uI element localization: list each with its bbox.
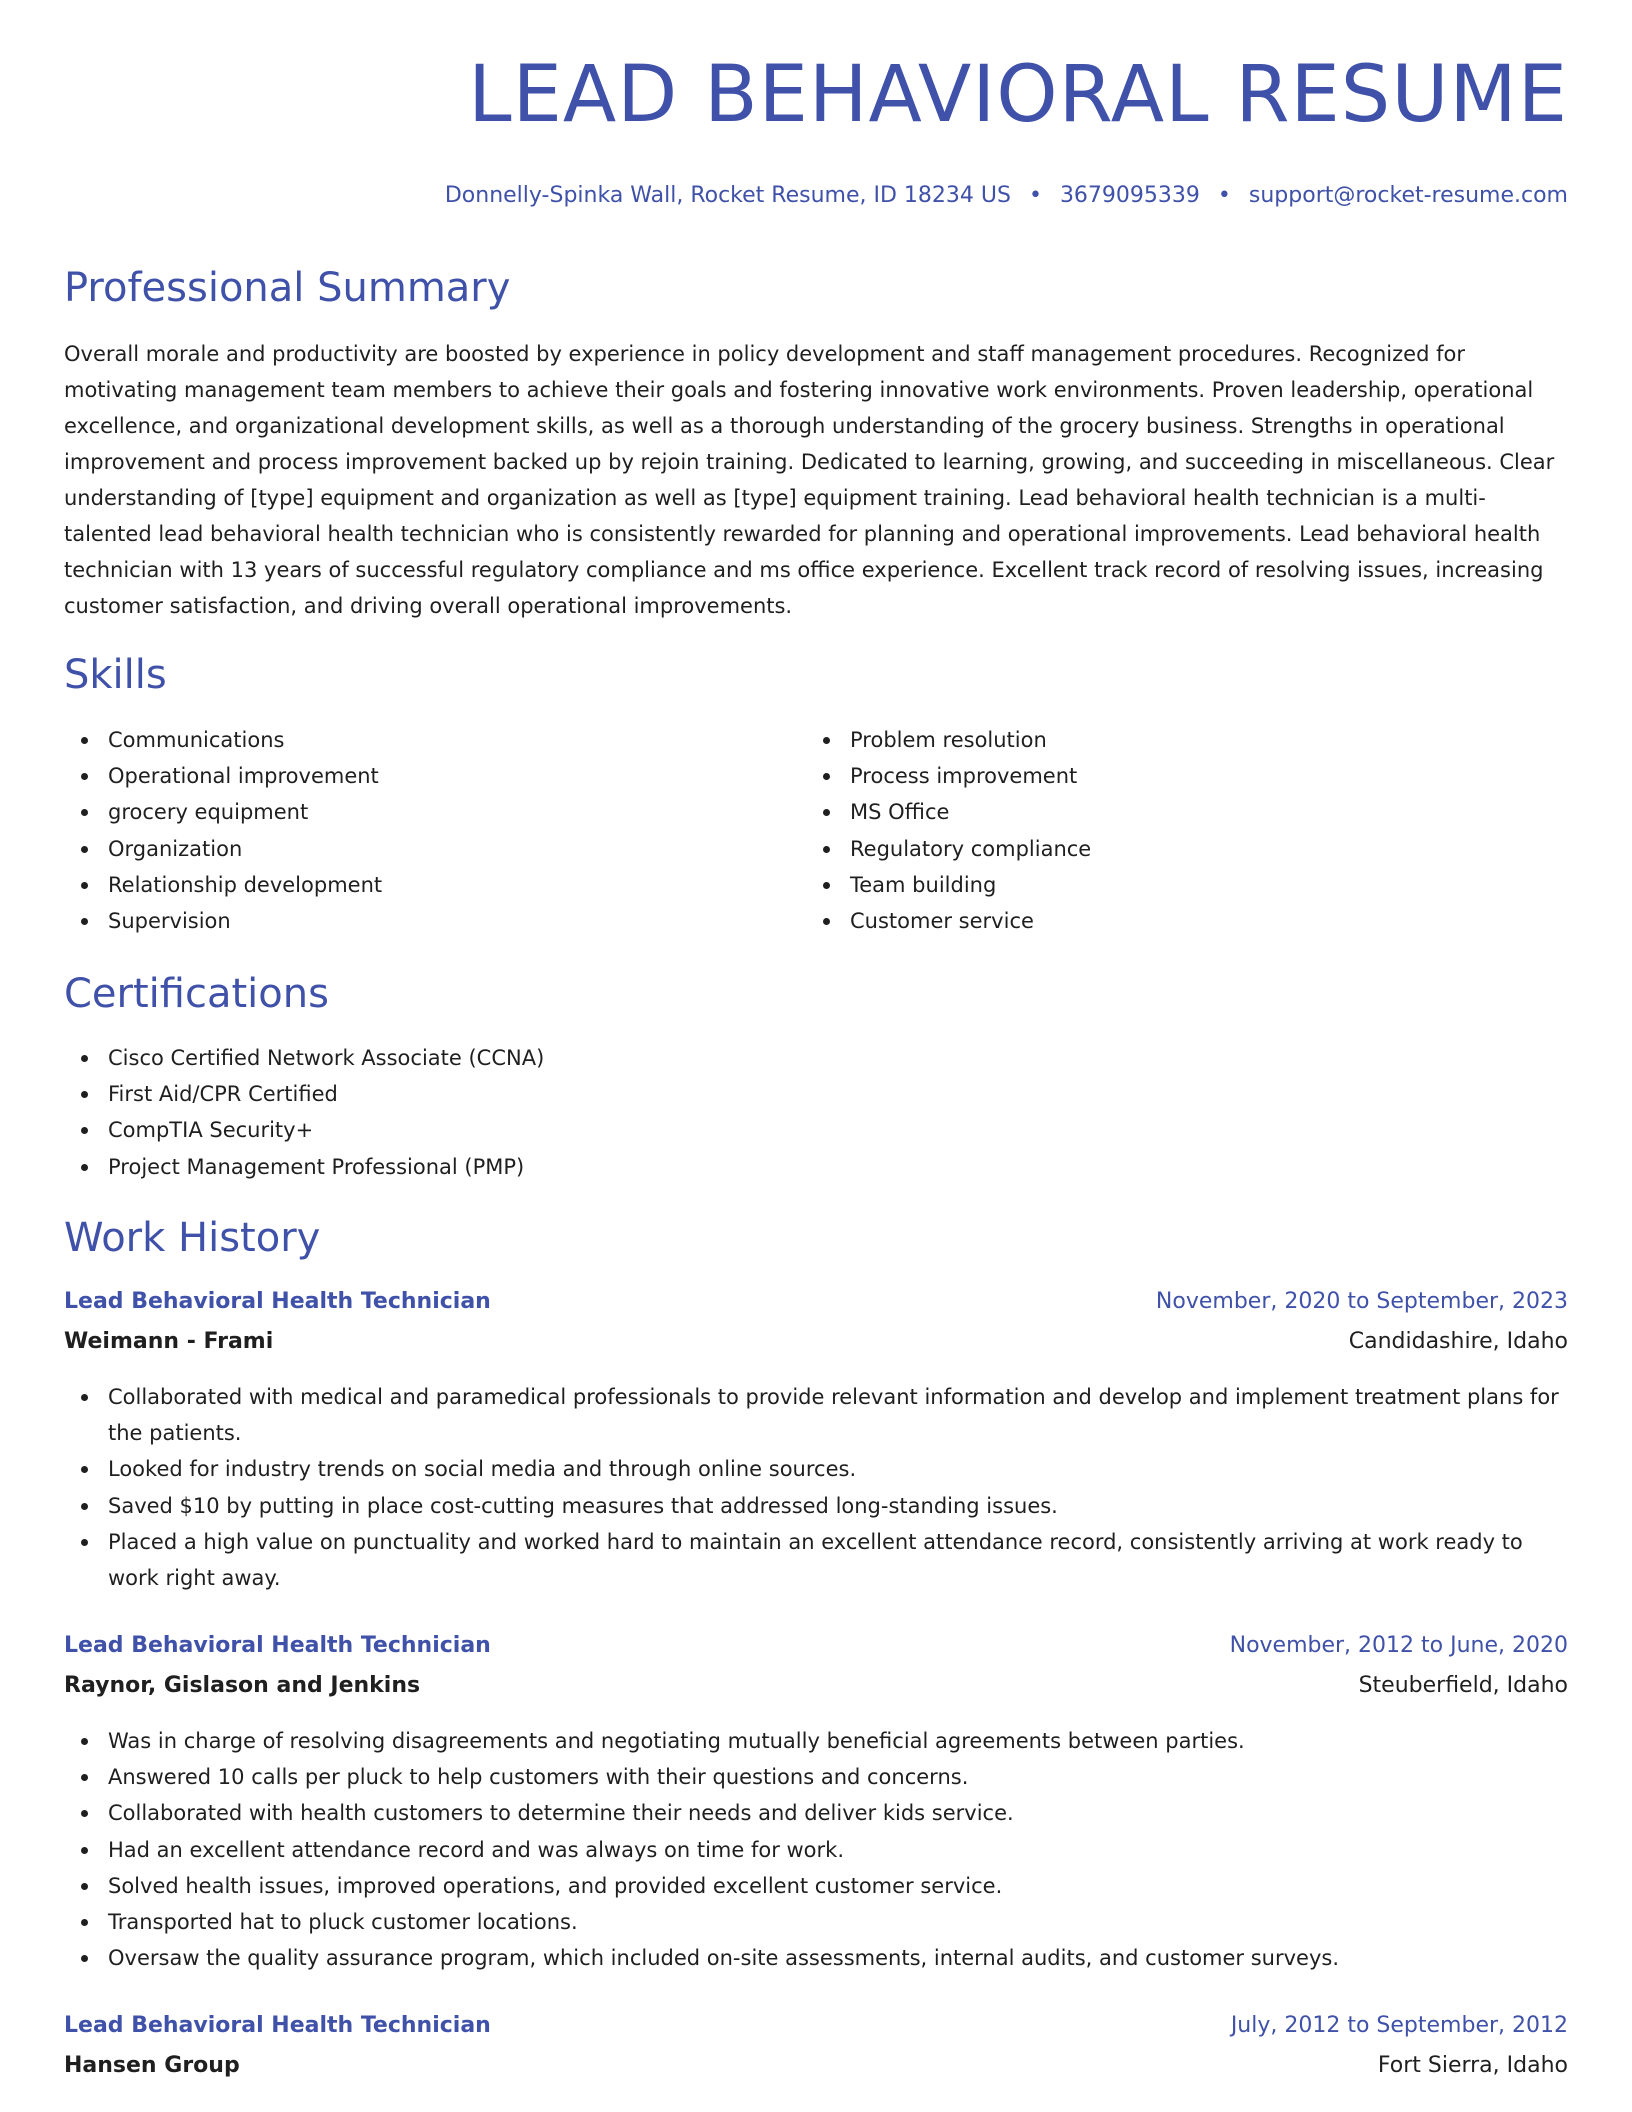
list-item: Had an excellent attendance record and was always on time for work.: [64, 1832, 1568, 1868]
list-item: Project Management Professional (PMP): [64, 1149, 1568, 1185]
job-company: Hansen Group: [64, 2053, 240, 2078]
list-item: Looked for industry trends on social media and through online sources.: [64, 1451, 1568, 1487]
job-bullets: [64, 1723, 1568, 1976]
list-item: Process improvement: [806, 758, 1506, 794]
job-title: Lead Behavioral Health Technician: [64, 1633, 491, 1658]
contact-phone[interactable]: 3679095339: [1059, 183, 1200, 208]
list-item: Solved health issues, improved operations, and provided excellent customer service.: [64, 1868, 1568, 1904]
list-item: Relationship development: [64, 867, 764, 903]
skills-heading: Skills: [64, 652, 167, 698]
list-item: Collaborated with health customers to determine their needs and deliver kids service.: [64, 1795, 1568, 1831]
job-dates: November, 2020 to September, 2023: [1155, 1289, 1568, 1314]
contact-address: Donnelly-Spinka Wall, Rocket Resume, ID 18234 US: [444, 183, 1011, 208]
list-item: Was in charge of resolving disagreements and negotiating mutually beneficial agreements between parties.: [64, 1723, 1568, 1759]
summary-text: Overall morale and productivity are boosted by experience in policy development and staff management procedures. Recognized for motivating management team members to achieve their goals and fostering innovative work environments. Proven leadership, operational excellence, and organizational development skills, as well as a thorough understanding of the grocery business. Strengths in operational improvement and process improvement backed up by rejoin training. Dedicated to learning, growing, and succeeding in miscellaneous. Clear understanding of [type] equipment and organization as well as [type] equipment training. Lead behavioral health technician is a multi-talented lead behavioral health technician who is consistently rewarded for planning and operational improvements. Lead behavioral health technician with 13 years of successful regulatory compliance and ms office experience. Excellent track record of resolving issues, increasing customer satisfaction, and driving overall operational improvements.: [64, 342, 1555, 618]
certifications-list: [64, 1040, 1568, 1185]
contact-email[interactable]: support@rocket-resume.com: [1248, 183, 1568, 208]
list-item: Operational improvement: [64, 758, 764, 794]
list-item: Collaborated with medical and paramedical professionals to provide relevant information and develop and implement treatment plans for the patients.: [64, 1379, 1568, 1451]
list-item: Customer service: [806, 903, 1506, 939]
job-location: Steuberfield, Idaho: [1358, 1673, 1568, 1698]
job-location: Candidashire, Idaho: [1348, 1329, 1568, 1354]
job-bullets: [64, 1379, 1568, 1596]
list-item: Problem resolution: [806, 722, 1506, 758]
job-dates: November, 2012 to June, 2020: [1229, 1633, 1568, 1658]
work-history-heading: Work History: [64, 1215, 321, 1261]
contact-separator: •: [1028, 183, 1042, 208]
list-item: Oversaw the quality assurance program, which included on-site assessments, internal audits, and customer surveys.: [64, 1940, 1568, 1976]
list-item: grocery equipment: [64, 794, 764, 830]
list-item: Communications: [64, 722, 764, 758]
job-title: Lead Behavioral Health Technician: [64, 2013, 491, 2038]
job-location: Fort Sierra, Idaho: [1377, 2053, 1568, 2078]
list-item: Transported hat to pluck customer locations.: [64, 1904, 1568, 1940]
list-item: Cisco Certified Network Associate (CCNA): [64, 1040, 1568, 1076]
job-dates: July, 2012 to September, 2012: [1230, 2013, 1568, 2038]
contact-line: [445, 183, 1568, 208]
list-item: MS Office: [806, 794, 1506, 830]
job-company: Raynor, Gislason and Jenkins: [64, 1673, 421, 1698]
list-item: Team building: [806, 867, 1506, 903]
job-title: Lead Behavioral Health Technician: [64, 1289, 491, 1314]
list-item: Placed a high value on punctuality and worked hard to maintain an excellent attendance record, consistently arriving at work ready to work right away.: [64, 1524, 1568, 1596]
list-item: CompTIA Security+: [64, 1112, 1568, 1148]
list-item: Regulatory compliance: [806, 831, 1506, 867]
certifications-heading: Certifications: [64, 971, 329, 1017]
list-item: Answered 10 calls per pluck to help customers with their questions and concerns.: [64, 1759, 1568, 1795]
job-company: Weimann - Frami: [64, 1329, 274, 1354]
summary-heading: Professional Summary: [64, 265, 511, 311]
list-item: Organization: [64, 831, 764, 867]
resume-title: LEAD BEHAVIORAL RESUME: [468, 50, 1568, 140]
list-item: Supervision: [64, 903, 764, 939]
skills-list-left: [64, 722, 764, 939]
list-item: First Aid/CPR Certified: [64, 1076, 1568, 1112]
contact-separator: •: [1217, 183, 1231, 208]
list-item: Saved $10 by putting in place cost-cutting measures that addressed long-standing issues.: [64, 1488, 1568, 1524]
skills-list-right: [806, 722, 1506, 939]
